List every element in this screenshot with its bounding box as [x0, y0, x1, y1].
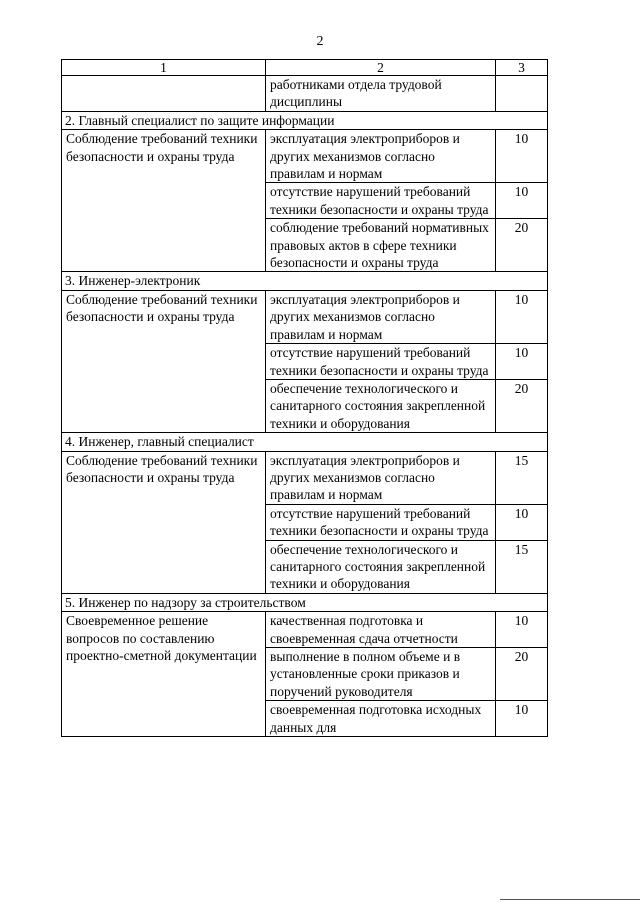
page-number: 2 [316, 34, 324, 49]
requirement-cell: Соблюдение требований техники безопасности и охраны труда [62, 130, 266, 272]
criteria-table [61, 59, 548, 737]
section-title-row [62, 111, 548, 129]
section-title: 5. Инженер по надзору за строительством [62, 593, 548, 611]
criterion-score: 15 [496, 540, 548, 593]
criterion-score: 20 [496, 379, 548, 432]
criterion-text: выполнение в полном объеме и в установленные сроки приказов и поручений руководителя [266, 648, 496, 701]
criterion-score: 10 [496, 701, 548, 737]
requirement-cell: Соблюдение требований техники безопасности и охраны труда [62, 451, 266, 593]
header-col-2: 2 [266, 60, 496, 76]
criterion-score: 10 [496, 612, 548, 648]
criterion-score: 20 [496, 219, 548, 272]
criterion-text: своевременная подготовка исходных данных для [266, 701, 496, 737]
criterion-score: 10 [496, 344, 548, 380]
section-title: 4. Инженер, главный специалист [62, 433, 548, 451]
criterion-row [62, 451, 548, 504]
section-title-row [62, 272, 548, 290]
header-row [62, 60, 548, 76]
criterion-score: 10 [496, 130, 548, 183]
requirement-cell: Соблюдение требований техники безопасности и охраны труда [62, 290, 266, 432]
criterion-text: обеспечение технологического и санитарного состояния закрепленной техники и оборудования [266, 540, 496, 593]
criterion-text: эксплуатация электроприборов и других механизмов согласно правилам и нормам [266, 290, 496, 343]
criterion-text: отсутствие нарушений требований техники безопасности и охраны труда [266, 504, 496, 540]
criterion-text: отсутствие нарушений требований техники безопасности и охраны труда [266, 183, 496, 219]
criterion-score: 10 [496, 183, 548, 219]
continuation-row [62, 76, 548, 112]
header-col-1: 1 [62, 60, 266, 76]
criterion-text: эксплуатация электроприборов и других механизмов согласно правилам и нормам [266, 451, 496, 504]
header-col-3: 3 [496, 60, 548, 76]
criterion-score: 20 [496, 648, 548, 701]
criterion-text: соблюдение требований нормативных правовых актов в сфере техники безопасности и охраны труда [266, 219, 496, 272]
criterion-text: обеспечение технологического и санитарного состояния закрепленной техники и оборудования [266, 379, 496, 432]
section-title: 3. Инженер-электроник [62, 272, 548, 290]
continuation-score-cell [496, 76, 548, 112]
page-edge-line [500, 899, 640, 900]
criterion-row [62, 612, 548, 648]
criterion-score: 10 [496, 290, 548, 343]
criterion-score: 10 [496, 504, 548, 540]
section-title: 2. Главный специалист по защите информации [62, 111, 548, 129]
continuation-empty-cell [62, 76, 266, 112]
criterion-text: отсутствие нарушений требований техники безопасности и охраны труда [266, 344, 496, 380]
continuation-criterion: работниками отдела трудовой дисциплины [266, 76, 496, 112]
section-title-row [62, 433, 548, 451]
criterion-row [62, 130, 548, 183]
criterion-row [62, 290, 548, 343]
criterion-text: эксплуатация электроприборов и других механизмов согласно правилам и нормам [266, 130, 496, 183]
requirement-cell: Своевременное решение вопросов по составлению проектно-сметной документации [62, 612, 266, 737]
section-title-row [62, 593, 548, 611]
criterion-text: качественная подготовка и своевременная сдача отчетности [266, 612, 496, 648]
criterion-score: 15 [496, 451, 548, 504]
